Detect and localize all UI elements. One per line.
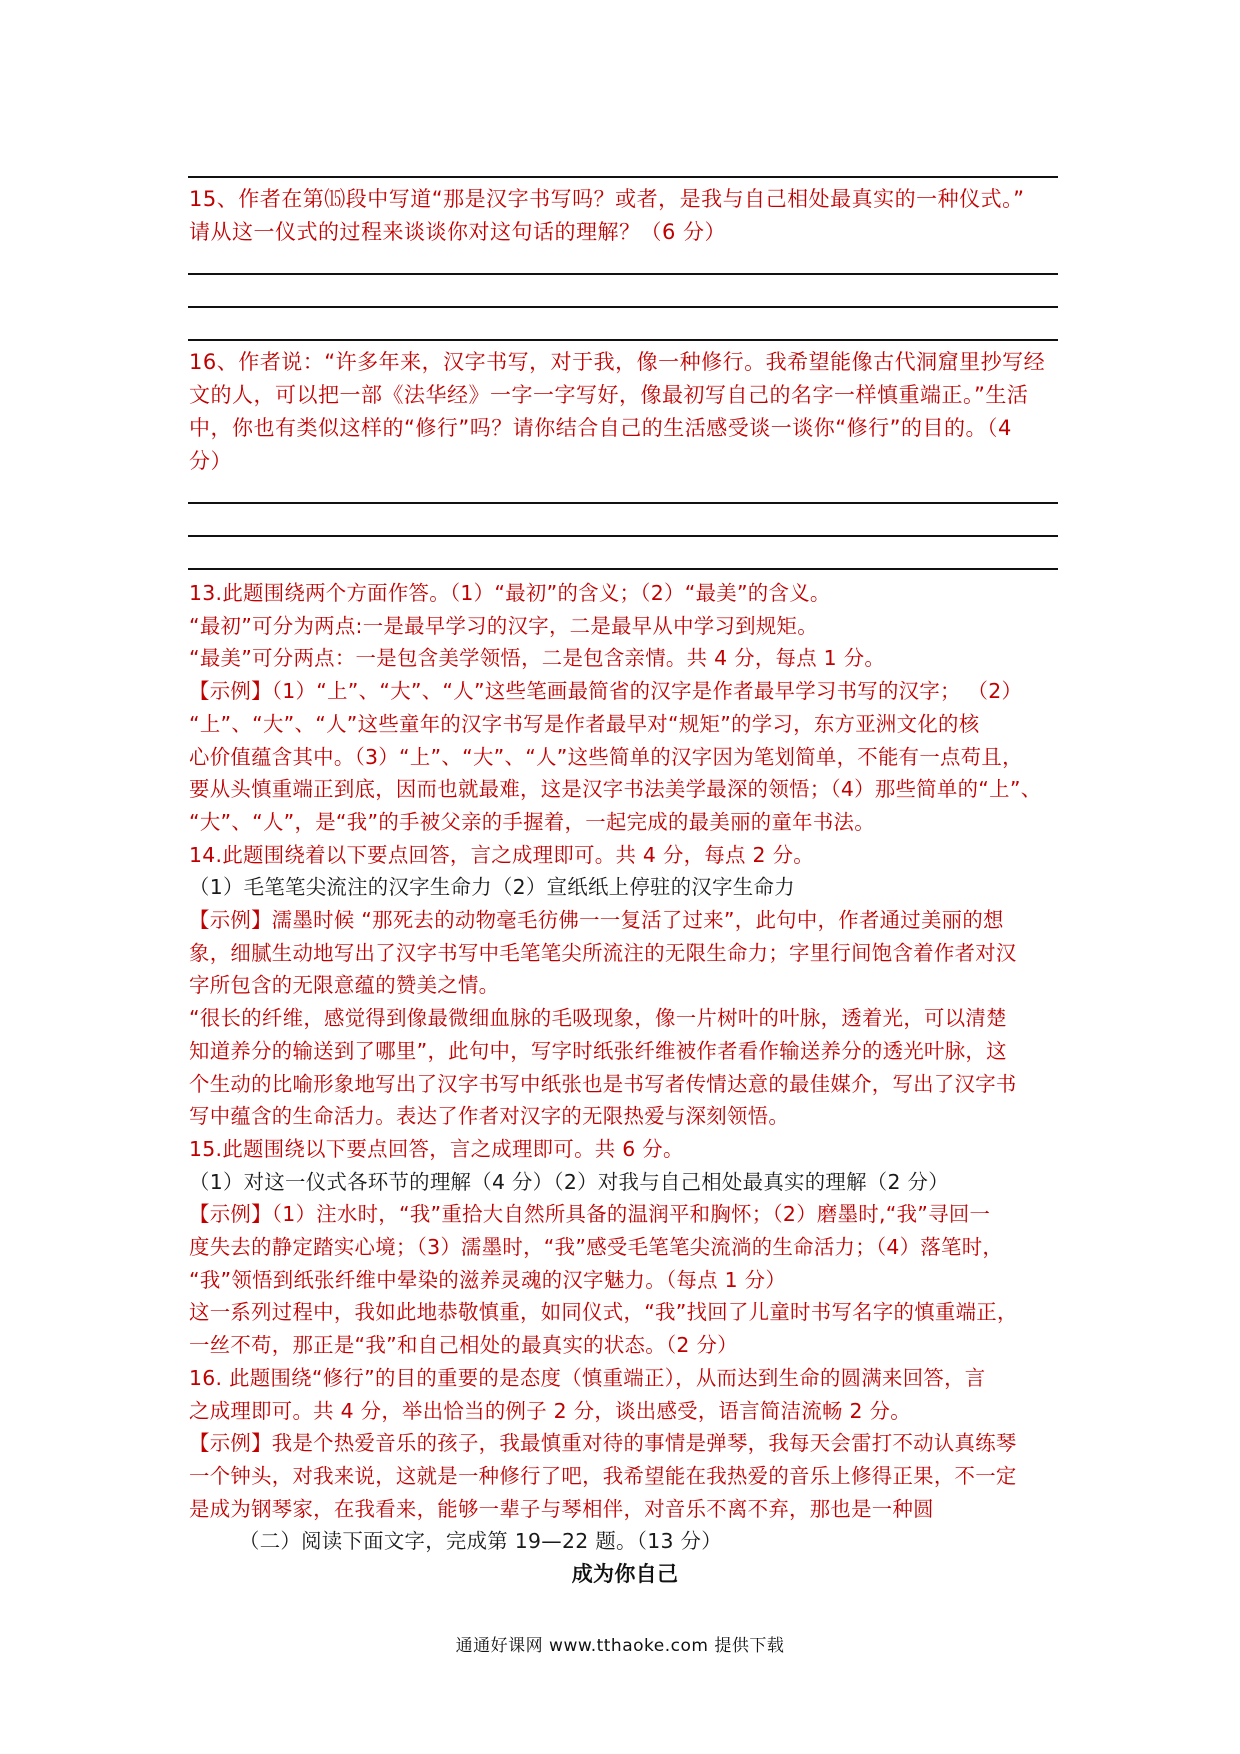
passage-title: 成为你自己 [571,1562,679,1587]
answer-13-line: “上”、“大”、“人”这些童年的汉字书写是作者最早对“规矩”的学习，东方亚洲文化的核 [189,711,980,736]
answer-15-line: 度失去的静定踏实心境；（3）濡墨时，“我”感受毛笔笔尖流淌的生命活力；（4）落笔时， [189,1235,1004,1260]
answer-13-line: 【示例】（1）“上”、“大”、“人”这些笔画最简省的汉字是作者最早学习书写的汉字； （2） [189,679,1023,704]
answer-13-line: “大”、“人”，是“我”的手被父亲的手握着，一起完成的最美丽的童年书法。 [189,809,875,834]
answer-line [188,339,1058,341]
answer-line [188,176,1058,178]
answer-15-line: 【示例】（1）注水时，“我”重拾大自然所具备的温润平和胸怀；（2）磨墨时,“我”寻回一 [189,1202,991,1227]
answer-16-line: 之成理即可。共 4 分，举出恰当的例子 2 分，谈出感受，语言简洁流畅 2 分。 [189,1398,911,1423]
section-2-intro: （二）阅读下面文字，完成第 19—22 题。（13 分） [239,1529,722,1554]
question-line: 16、作者说：“许多年来，汉字书写，对于我，像一种修行。我希望能像古代洞窟里抄写经 [189,350,1046,374]
page-footer: 通通好课网 www.tthaoke.com 提供下载 [455,1636,785,1656]
answer-14-line: 14.此题围绕着以下要点回答，言之成理即可。共 4 分，每点 2 分。 [189,842,814,867]
question-line: 分） [189,449,232,473]
answer-13-line: 心价值蕴含其中。（3）“上”、“大”、“人”这些简单的汉字因为笔划简单，不能有一点苟且， [189,744,1023,769]
answer-16-line: 一个钟头，对我来说，这就是一种修行了吧，我希望能在我热爱的音乐上修得正果，不一定 [189,1463,1017,1488]
answer-15-line: 这一系列过程中，我如此地恭敬慎重，如同仪式，“我”找回了儿童时书写名字的慎重端正， [189,1300,1018,1325]
answer-15-line: 15.此题围绕以下要点回答，言之成理即可。共 6 分。 [189,1136,684,1161]
question-line: 中，你也有类似这样的“修行”吗？请你结合自己的生活感受谈一谈你“修行”的目的。（4 [189,416,1012,440]
answer-13-line: “最初”可分为两点:一是最早学习的汉字，二是最早从中学习到规矩。 [189,613,818,638]
answer-14-line: 【示例】濡墨时候 “那死去的动物毫毛彷佛一一复活了过来”，此句中，作者通过美丽的想 [189,908,1004,933]
answer-14-line: （1）毛笔笔尖流注的汉字生命力（2）宣纸纸上停驻的汉字生命力 [189,875,795,900]
answer-key [189,577,1061,1591]
question-line: 文的人，可以把一部《法华经》一字一字写好，像最初写自己的名字一样慎重端正。”生活 [189,383,1029,407]
answer-14-line: 字所包含的无限意蕴的赞美之情。 [189,973,500,998]
answer-13-line: 要从头慎重端正到底，因而也就最难，这是汉字书法美学最深的领悟；（4）那些简单的“上”、 [189,777,1042,802]
question-15 [189,183,1059,249]
answer-line [188,568,1058,570]
question-16 [189,346,1059,478]
answer-line [188,273,1058,275]
answer-14-line: 写中蕴含的生命活力。表达了作者对汉字的无限热爱与深刻领悟。 [189,1104,790,1129]
answer-line [188,502,1058,504]
answer-16-line: 【示例】我是个热爱音乐的孩子，我最慎重对待的事情是弹琴，我每天会雷打不动认真练琴 [189,1431,1017,1456]
answer-14-line: “很长的纤维，感觉得到像最微细血脉的毛吸现象，像一片树叶的叶脉，透着光，可以清楚 [189,1006,1007,1031]
question-line: 15、作者在第⒂段中写道“那是汉字书写吗？或者，是我与自己相处最真实的一种仪式。” [189,187,1025,211]
answer-line [188,306,1058,308]
answer-13-line: “最美”可分两点：一是包含美学领悟，二是包含亲情。共 4 分，每点 1 分。 [189,646,886,671]
answer-15-line: （1）对这一仪式各环节的理解（4 分）（2）对我与自己相处最真实的理解（2 分） [189,1169,949,1194]
answer-14-line: 象，细腻生动地写出了汉字书写中毛笔笔尖所流注的无限生命力；字里行间饱含着作者对汉 [189,940,1017,965]
answer-line [188,535,1058,537]
answer-16-line: 16. 此题围绕“修行”的目的重要的是态度（慎重端正），从而达到生命的圆满来回答，言 [189,1365,986,1390]
answer-14-line: 知道养分的输送到了哪里”，此句中，写字时纸张纤维被作者看作输送养分的透光叶脉，这 [189,1038,1007,1063]
question-line: 请从这一仪式的过程来谈谈你对这句话的理解？（6 分） [189,220,727,244]
answer-16-line: 是成为钢琴家，在我看来，能够一辈子与琴相伴，对音乐不离不弃，那也是一种圆 [189,1496,934,1521]
answer-15-line: “我”领悟到纸张纤维中晕染的滋养灵魂的汉字魅力。（每点 1 分） [189,1267,787,1292]
answer-15-line: 一丝不苟，那正是“我”和自己相处的最真实的状态。（2 分） [189,1333,738,1358]
answer-14-line: 个生动的比喻形象地写出了汉字书写中纸张也是书写者传情达意的最佳媒介，写出了汉字书 [189,1071,1017,1096]
answer-13-line: 13.此题围绕两个方面作答。（1）“最初”的含义；（2）“最美”的含义。 [189,581,831,605]
